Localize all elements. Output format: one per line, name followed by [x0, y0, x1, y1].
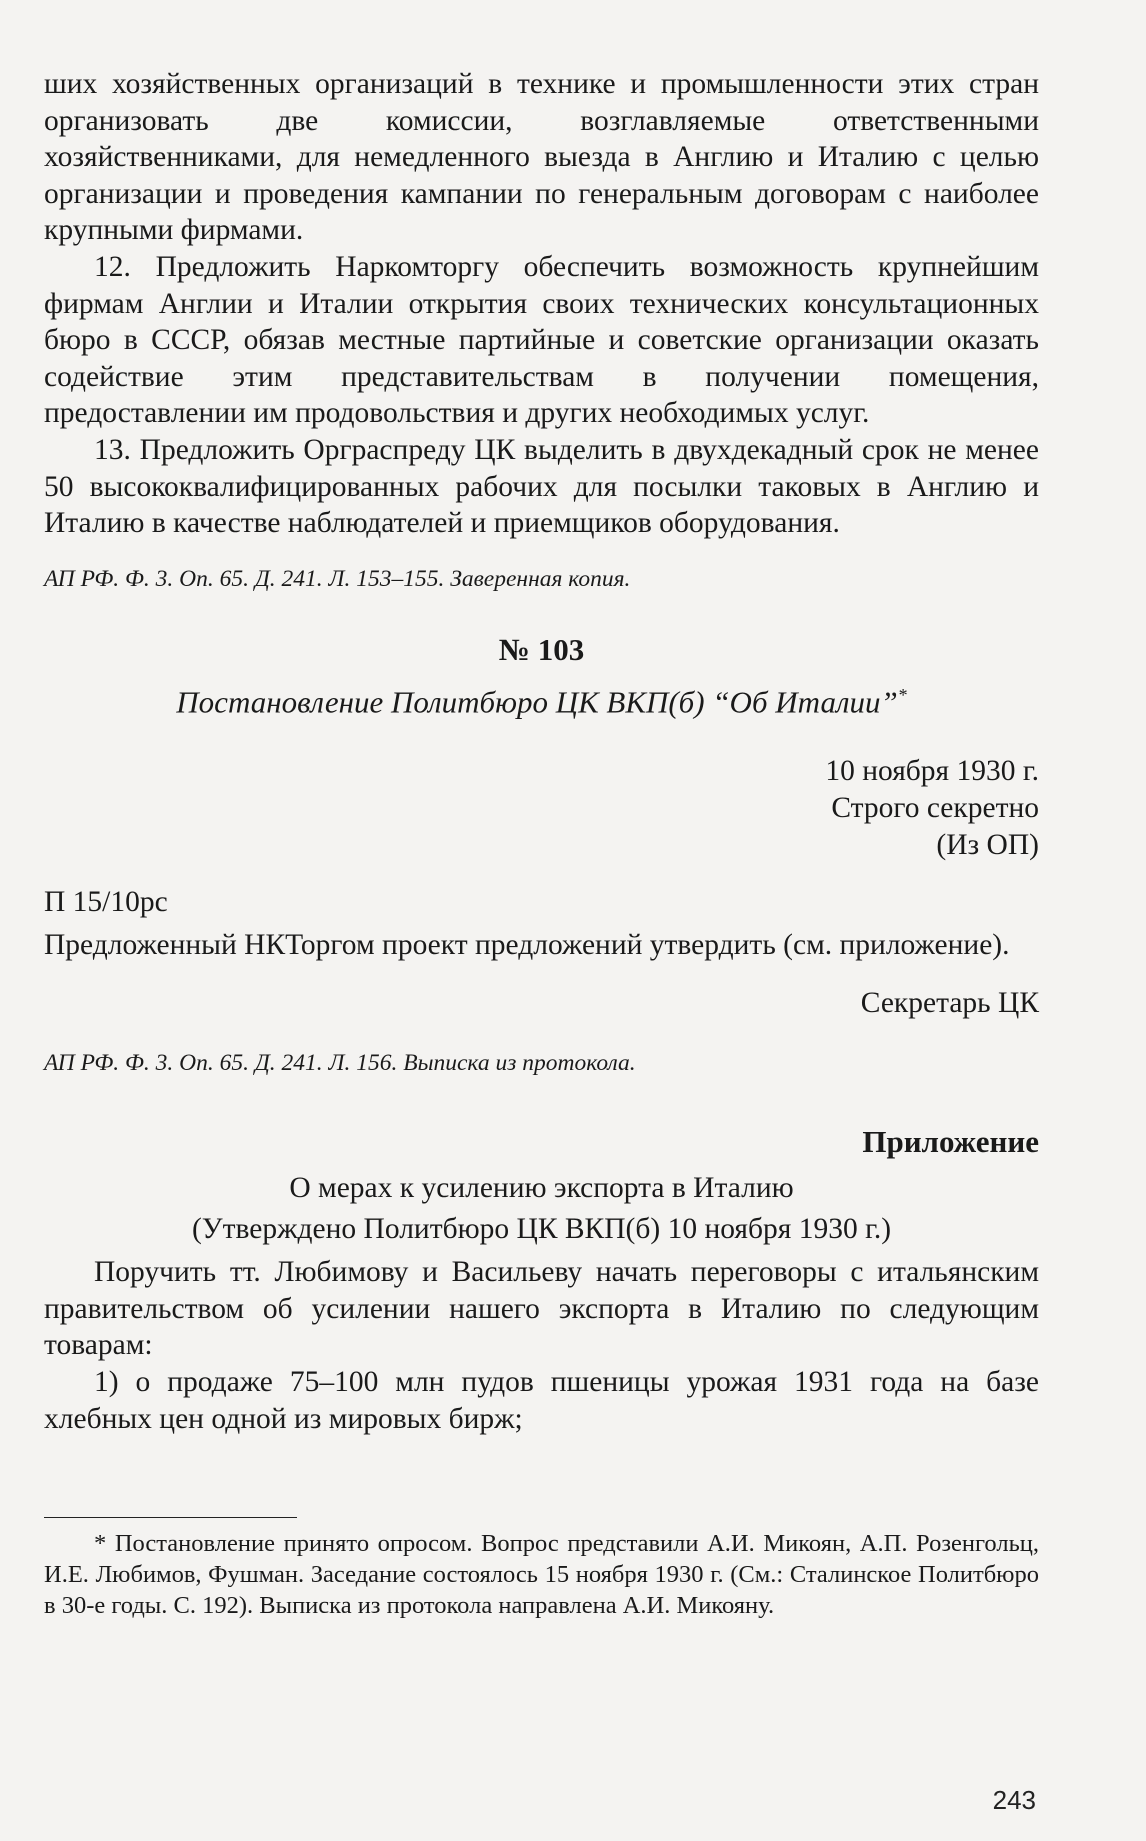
secrecy-stamp: Строго секретно: [831, 792, 1039, 825]
document-number: № 103: [498, 631, 585, 667]
footnote-divider: [44, 1517, 297, 1518]
paragraph-item-12: 12. Предложить Наркомторгу обеспечить возможность крупнейшим фирмам Англии и Италии открытия своих технических консультационных бюро в СССР, обязав местные партийные и советские организации оказать содействие этим представительствам в получении помещения, предоставлении им продовольствия и других необходимых услуг.: [44, 250, 1039, 430]
archive-source-1: АП РФ. Ф. 3. Оп. 65. Д. 241. Л. 153–155. Заверенная копия.: [44, 565, 631, 592]
paragraph-continuation: ших хозяйственных организаций в технике и промышленности этих стран организовать две комиссии, возглавляемые ответственными хозяйственниками, для немедленного выезда в Англию и Италию с целью организации и проведения кампании по генеральным договорам с наиболее крупными фирмами.: [44, 68, 1039, 247]
document-origin: (Из ОП): [936, 829, 1039, 862]
page-content: [44, 66, 1039, 1621]
resolution-text: Предложенный НКТоргом проект предложений утвердить (см. приложение).: [44, 928, 1010, 961]
appendix-heading: Приложение: [862, 1124, 1039, 1160]
document-date: 10 ноября 1930 г.: [825, 755, 1039, 788]
page-number: 243: [992, 1785, 1036, 1815]
document-title: [44, 676, 1039, 721]
appendix-paragraph: Поручить тт. Любимову и Васильеву начать переговоры с итальянским правительством об усилении нашего экспорта в Италию по следующим товарам:: [44, 1256, 1039, 1362]
appendix-title: О мерах к усилению экспорта в Италию: [289, 1172, 794, 1205]
footnote: * Постановление принято опросом. Вопрос представили А.И. Микоян, А.П. Розенгольц, И.Е. Любимов, Фушман. Заседание состоялось 15 ноября 1930 г. (См.: Сталинское Политбюро в 30-е годы. С. 192). Выписка из протокола направлена А.И. Микояну.: [44, 1530, 1039, 1620]
protocol-number: П 15/10рс: [44, 886, 168, 919]
archive-source-2: АП РФ. Ф. 3. Оп. 65. Д. 241. Л. 156. Выписка из протокола.: [44, 1050, 636, 1077]
paragraph-item-13: 13. Предложить Орграспреду ЦК выделить в двухдекадный срок не менее 50 высококвалифицированных рабочих для посылки таковых в Англию и Италию в качестве наблюдателей и приемщиков оборудования.: [44, 433, 1039, 540]
appendix-approval: (Утверждено Политбюро ЦК ВКП(б) 10 ноября 1930 г.): [191, 1213, 892, 1246]
appendix-item-1: 1) о продаже 75–100 млн пудов пшеницы урожая 1931 года на базе хлебных цен одной из мировых бирж;: [44, 1366, 1039, 1435]
document-title-text: Постановление Политбюро ЦК ВКП(б) “Об Италии”: [176, 684, 898, 720]
signature: Секретарь ЦК: [860, 987, 1039, 1020]
footnote-mark: *: [897, 684, 907, 705]
